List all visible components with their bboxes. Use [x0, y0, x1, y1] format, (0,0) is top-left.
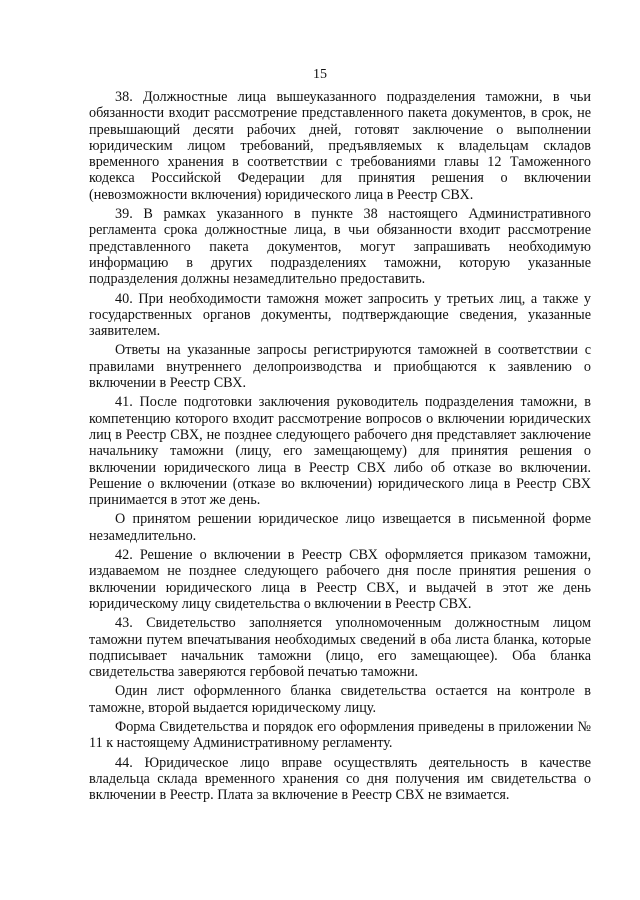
paragraph-43-copies: Один лист оформленного бланка свидетельства остается на контроле в таможне, второй выдается юридическому лицу.: [89, 683, 591, 716]
paragraph-42: 42. Решение о включении в Реестр СВХ оформляется приказом таможни, издаваемом не позднее следующего рабочего дня после принятия решения о включении юридического лица в Реестр СВХ, и выдачей в этот же день юридическому лицу свидетельства о включении в Реестр СВХ.: [89, 547, 591, 612]
paragraph-43: 43. Свидетельство заполняется уполномоченным должностным лицом таможни путем впечатывания необходимых сведений в оба листа бланка, которые подписывает начальник таможни (лицо, его замещающее). Оба бланка свидетельства заверяются гербовой печатью таможни.: [89, 615, 591, 681]
paragraph-39: 39. В рамках указанного в пункте 38 настоящего Административного регламента срока должностные лица, в чьи обязанности входит рассмотрение представленного пакета документов, могут запрашивать необходимую информацию в других подразделениях таможни, которую указанные подразделения должны незамедлительно предоставить.: [89, 206, 591, 288]
paragraph-41: 41. После подготовки заключения руководитель подразделения таможни, в компетенцию которого входит рассмотрение вопросов о включении юридических лиц в Реестр СВХ, не позднее следующего рабочего дня представляет заключение начальнику таможни (лицу, его замещающему) для принятия решения о включении юридического лица в Реестр СВХ либо об отказе во включении. Решение о включении (отказе во включении) юридического лица в Реестр СВХ принимается в этот же день.: [89, 394, 591, 509]
paragraph-41-notification: О принятом решении юридическое лицо извещается в письменной форме незамедлительно.: [89, 511, 591, 544]
document-body: [89, 89, 591, 803]
paragraph-38: 38. Должностные лица вышеуказанного подразделения таможни, в чьи обязанности входит рассмотрение представленного пакета документов, в срок, не превышающий десяти рабочих дней, готовят заключение о выполнении юридическим лицом требований, предъявляемых к владельцам складов временного хранения в соответствии с требованиями главы 12 Таможенного кодекса Российской Федерации для принятия решения о включении (невозможности включения) юридического лица в Реестр СВХ.: [89, 89, 591, 203]
paragraph-44: 44. Юридическое лицо вправе осуществлять деятельность в качестве владельца склада временного хранения со дня получения им свидетельства о включении в Реестр. Плата за включение в Реестр СВХ не взимается.: [89, 754, 591, 804]
paragraph-40: 40. При необходимости таможня может запросить у третьих лиц, а также у государственных органов документы, подтверждающие сведения, указанные заявителем.: [89, 290, 591, 340]
paragraph-43-form: Форма Свидетельства и порядок его оформления приведены в приложении № 11 к настоящему Административному регламенту.: [89, 718, 591, 752]
paragraph-40-responses: Ответы на указанные запросы регистрируются таможней в соответствии с правилами внутреннего делопроизводства и приобщаются к заявлению о включении в Реестр СВХ.: [89, 342, 591, 392]
page-number: 15: [313, 67, 327, 82]
